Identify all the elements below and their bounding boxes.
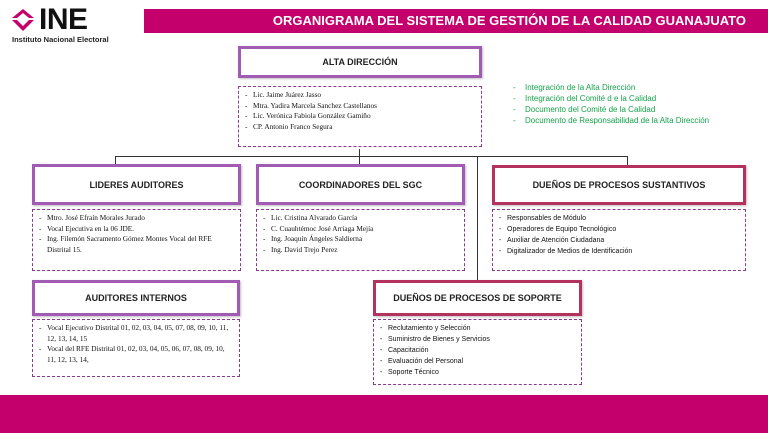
ine-logo-mark-icon [10,8,36,32]
procesos-sustantivos-label: DUEÑOS DE PROCESOS SUSTANTIVOS [532,180,706,190]
document-link[interactable]: - Documento del Comité de la Calidad [513,104,709,115]
list-item: - Capacitación [380,345,575,356]
lideres-auditores-header [32,164,241,205]
list-item: - Ing. Filemón Sacramento Gómez Montes Vocal del RFE Distrital 15. [39,234,234,255]
list-item: - Operadores de Equipo Tecnológico [499,224,739,235]
lideres-auditores-label: LIDERES AUDITORES [89,179,184,190]
procesos-soporte-label: DUEÑOS DE PROCESOS DE SOPORTE [393,293,562,303]
list-item: - Soporte Técnico [380,367,575,378]
list-item: - Evaluación del Personal [380,356,575,367]
footer-bar [0,395,768,433]
list-item: - Vocal Ejecutiva en la 06 JDE. [39,224,234,235]
alta-direccion-header [238,46,482,78]
coordinadores-label: COORDINADORES DEL SGC [298,179,423,190]
lideres-auditores-members [32,209,241,271]
procesos-soporte-members [373,319,582,385]
list-item: - C. Cuauhtémoc José Arriaga Mejía [263,224,458,235]
coordinadores-members [256,209,465,271]
documents-list [513,82,709,126]
alta-direccion-members [238,86,482,147]
auditores-internos-header [32,280,240,316]
list-item: - CP. Antonio Franco Segura [245,122,475,133]
auditores-internos-label: AUDITORES INTERNOS [85,293,187,303]
list-item: - Ing. David Trejo Perez [263,245,458,256]
list-item: - Auxiliar de Atención Ciudadana [499,235,739,246]
connector-soporte [477,156,478,280]
connector-sustantivos [627,156,628,165]
list-item: - Lic. Cristina Alvarado García [263,213,458,224]
procesos-sustantivos-members [492,209,746,271]
document-link[interactable]: - Integración de la Alta Dirección [513,82,709,93]
coordinadores-header [256,164,465,205]
list-item: - Suministro de Bienes y Servicios [380,334,575,345]
list-item: - Ing. Joaquín Ángeles Saldierna [263,234,458,245]
ine-wordmark: INE [39,3,88,36]
list-item: - Lic. Verónica Fabiola González Gamiño [245,111,475,122]
document-link[interactable]: - Documento de Responsabilidad de la Alta Dirección [513,115,709,126]
page-title: ORGANIGRAMA DEL SISTEMA DE GESTIÓN DE LA CALIDAD GUANAJUATO [272,13,746,28]
list-item: - Mtro. José Efraín Morales Jurado [39,213,234,224]
procesos-sustantivos-header [492,165,746,205]
ine-logo [6,4,136,44]
auditores-internos-members [32,319,240,377]
list-item: - Vocal Ejecutivo Distrital 01, 02, 03, 04, 05, 07, 08, 09, 10, 11, 12, 13, 14, 15 [39,323,233,344]
list-item: - Vocal del RFE Distrital 01, 02, 03, 04, 05, 06, 07, 08, 09, 10, 11, 12, 13, 14, [39,344,233,365]
document-link[interactable]: - Integración del Comité d e la Calidad [513,93,709,104]
list-item: - Digitalizador de Medios de Identificación [499,246,739,257]
procesos-soporte-header [373,280,582,316]
list-item: - Reclutamiento y Selección [380,323,575,334]
ine-logo-subtitle: Instituto Nacional Electoral [12,35,109,44]
list-item: - Mtra. Yadira Marcela Sanchez Castellanos [245,101,475,112]
list-item: - Lic. Jaime Juárez Jasso [245,90,475,101]
connector-top-vertical [359,149,360,156]
title-bar [144,9,768,33]
list-item: - Responsables de Módulo [499,213,739,224]
connector-horizontal [115,156,627,157]
alta-direccion-label: ALTA DIRECCIÓN [322,57,398,67]
